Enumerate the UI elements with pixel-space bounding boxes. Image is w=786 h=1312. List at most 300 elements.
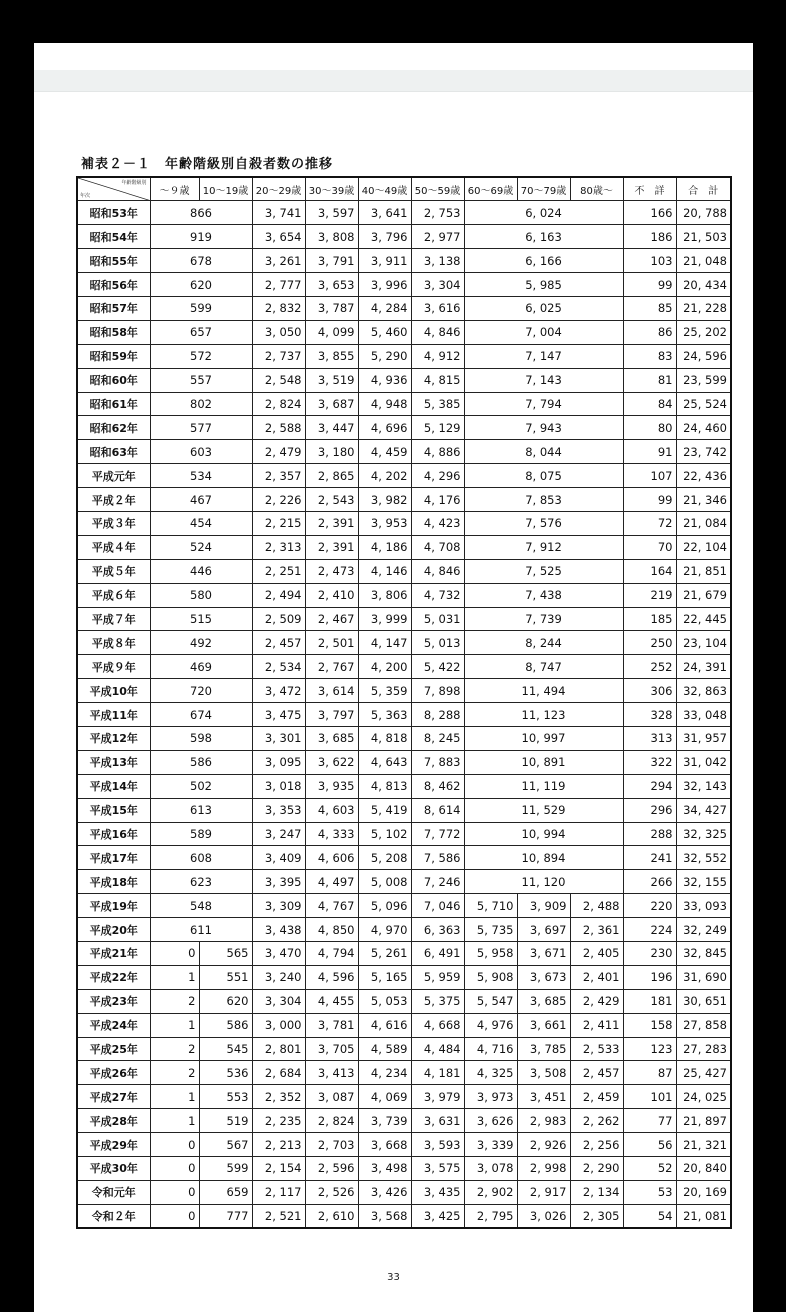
- table-cell: 224: [623, 918, 676, 942]
- table-cell: 令和２年: [77, 1204, 150, 1228]
- col-header: ～９歳: [150, 177, 199, 201]
- table-cell: 580: [150, 583, 252, 607]
- table-cell: 2, 703: [305, 1133, 358, 1157]
- table-cell: 678: [150, 249, 252, 273]
- table-cell: 20, 840: [676, 1157, 731, 1181]
- table-row: [77, 320, 731, 344]
- table-cell: 32, 249: [676, 918, 731, 942]
- table-cell: 3, 631: [411, 1109, 464, 1133]
- table-row: [77, 201, 731, 225]
- table-cell: 22, 445: [676, 607, 731, 631]
- table-cell: 553: [199, 1085, 252, 1109]
- table-cell: 21, 897: [676, 1109, 731, 1133]
- table-cell: 3, 240: [252, 965, 305, 989]
- table-cell: 2, 134: [570, 1180, 623, 1204]
- table-cell: 5, 958: [464, 942, 517, 966]
- table-cell: 3, 078: [464, 1157, 517, 1181]
- table-cell: 3, 654: [252, 225, 305, 249]
- table-cell: 515: [150, 607, 252, 631]
- table-cell: 181: [623, 989, 676, 1013]
- table-cell: 572: [150, 344, 252, 368]
- table-cell: 2, 213: [252, 1133, 305, 1157]
- table-row: [77, 774, 731, 798]
- table-cell: 2, 467: [305, 607, 358, 631]
- table-cell: 2, 521: [252, 1204, 305, 1228]
- table-cell: 5, 031: [411, 607, 464, 631]
- table-cell: 2, 534: [252, 655, 305, 679]
- table-cell: 3, 791: [305, 249, 358, 273]
- table-cell: 3, 180: [305, 440, 358, 464]
- table-cell: 52: [623, 1157, 676, 1181]
- table-row: [77, 918, 731, 942]
- table-cell: 454: [150, 511, 252, 535]
- page-number: 33: [387, 1272, 400, 1283]
- table-cell: 3, 438: [252, 918, 305, 942]
- table-cell: 4, 484: [411, 1037, 464, 1061]
- table-cell: 551: [199, 965, 252, 989]
- table-cell: 32, 845: [676, 942, 731, 966]
- table-cell: 4, 146: [358, 559, 411, 583]
- table-cell: 4, 616: [358, 1013, 411, 1037]
- table-cell: 平成８年: [77, 631, 150, 655]
- table-row: [77, 726, 731, 750]
- table-row: [77, 1133, 731, 1157]
- table-cell: 2, 917: [517, 1180, 570, 1204]
- col-header: 60～69歳: [464, 177, 517, 201]
- table-cell: 21, 851: [676, 559, 731, 583]
- table-cell: 平成25年: [77, 1037, 150, 1061]
- table-cell: 昭和58年: [77, 320, 150, 344]
- viewer-toolbar[interactable]: [34, 70, 753, 92]
- table-cell: 72: [623, 511, 676, 535]
- table-cell: 2, 215: [252, 511, 305, 535]
- table-cell: 平成16年: [77, 822, 150, 846]
- table-cell: 2, 117: [252, 1180, 305, 1204]
- table-cell: 0: [150, 1133, 199, 1157]
- table-cell: 164: [623, 559, 676, 583]
- table-cell: 3, 470: [252, 942, 305, 966]
- table-cell: 502: [150, 774, 252, 798]
- table-cell: 平成10年: [77, 679, 150, 703]
- table-cell: 4, 846: [411, 559, 464, 583]
- table-cell: 7, 772: [411, 822, 464, 846]
- table-cell: 101: [623, 1085, 676, 1109]
- table-cell: 3, 622: [305, 750, 358, 774]
- table-row: [77, 607, 731, 631]
- table-cell: 33, 048: [676, 703, 731, 727]
- table-cell: 3, 626: [464, 1109, 517, 1133]
- table-cell: 7, 883: [411, 750, 464, 774]
- table-cell: 674: [150, 703, 252, 727]
- table-cell: 2, 977: [411, 225, 464, 249]
- table-cell: 4, 099: [305, 320, 358, 344]
- table-cell: 3, 304: [252, 989, 305, 1013]
- table-row: [77, 942, 731, 966]
- table-cell: 4, 200: [358, 655, 411, 679]
- table-cell: 21, 679: [676, 583, 731, 607]
- table-cell: 8, 614: [411, 798, 464, 822]
- table-cell: 3, 426: [358, 1180, 411, 1204]
- table-row: [77, 846, 731, 870]
- table-cell: 3, 026: [517, 1204, 570, 1228]
- table-cell: 4, 767: [305, 894, 358, 918]
- table-cell: 21, 048: [676, 249, 731, 273]
- table-cell: 7, 004: [464, 320, 623, 344]
- table-cell: 3, 447: [305, 416, 358, 440]
- table-cell: 241: [623, 846, 676, 870]
- table-cell: 2, 533: [570, 1037, 623, 1061]
- table-cell: 3, 395: [252, 870, 305, 894]
- table-cell: 3, 508: [517, 1061, 570, 1085]
- table-cell: 3, 797: [305, 703, 358, 727]
- table-cell: 3, 979: [411, 1085, 464, 1109]
- table-cell: 4, 846: [411, 320, 464, 344]
- table-cell: 昭和53年: [77, 201, 150, 225]
- table-cell: 平成13年: [77, 750, 150, 774]
- table-cell: 4, 423: [411, 511, 464, 535]
- table-cell: 7, 853: [464, 488, 623, 512]
- table-cell: 21, 346: [676, 488, 731, 512]
- table-cell: 3, 671: [517, 942, 570, 966]
- table-cell: 24, 596: [676, 344, 731, 368]
- table-cell: 586: [199, 1013, 252, 1037]
- table-cell: 25, 524: [676, 392, 731, 416]
- table-row: [77, 416, 731, 440]
- table-cell: 7, 438: [464, 583, 623, 607]
- col-header: 10～19歳: [199, 177, 252, 201]
- table-cell: 平成17年: [77, 846, 150, 870]
- table-cell: 4, 813: [358, 774, 411, 798]
- table-cell: 5, 008: [358, 870, 411, 894]
- document-page: [34, 43, 753, 1312]
- table-cell: 86: [623, 320, 676, 344]
- table-cell: 288: [623, 822, 676, 846]
- table-cell: 91: [623, 440, 676, 464]
- table-cell: 294: [623, 774, 676, 798]
- table-row: [77, 368, 731, 392]
- table-cell: 平成12年: [77, 726, 150, 750]
- table-cell: 2, 596: [305, 1157, 358, 1181]
- table-row: [77, 535, 731, 559]
- table-row: [77, 225, 731, 249]
- table-cell: 24, 391: [676, 655, 731, 679]
- table-cell: 266: [623, 870, 676, 894]
- table-cell: 平成４年: [77, 535, 150, 559]
- table-cell: 84: [623, 392, 676, 416]
- table-cell: 3, 304: [411, 273, 464, 297]
- table-cell: 802: [150, 392, 252, 416]
- table-cell: 2, 902: [464, 1180, 517, 1204]
- table-cell: 11, 123: [464, 703, 623, 727]
- table-cell: 3, 785: [517, 1037, 570, 1061]
- table-cell: 1: [150, 1013, 199, 1037]
- table-cell: 3, 050: [252, 320, 305, 344]
- table-cell: 613: [150, 798, 252, 822]
- table-cell: 54: [623, 1204, 676, 1228]
- table-cell: 6, 024: [464, 201, 623, 225]
- table-cell: 99: [623, 273, 676, 297]
- table-cell: 32, 155: [676, 870, 731, 894]
- table-cell: 3, 909: [517, 894, 570, 918]
- table-cell: 平成24年: [77, 1013, 150, 1037]
- table-cell: 27, 283: [676, 1037, 731, 1061]
- table-cell: 2, 459: [570, 1085, 623, 1109]
- table-cell: 25, 202: [676, 320, 731, 344]
- table-cell: 3, 568: [358, 1204, 411, 1228]
- table-cell: 3, 787: [305, 296, 358, 320]
- corner-label-year: 年次: [80, 193, 91, 200]
- table-cell: 34, 427: [676, 798, 731, 822]
- table-cell: 1: [150, 965, 199, 989]
- table-row: [77, 1204, 731, 1228]
- table-cell: 3, 301: [252, 726, 305, 750]
- table-cell: 5, 363: [358, 703, 411, 727]
- table-cell: 4, 976: [464, 1013, 517, 1037]
- table-cell: 2, 256: [570, 1133, 623, 1157]
- table-cell: 平成18年: [77, 870, 150, 894]
- table-cell: 3, 435: [411, 1180, 464, 1204]
- table-cell: 5, 460: [358, 320, 411, 344]
- table-cell: 7, 794: [464, 392, 623, 416]
- table-cell: 32, 552: [676, 846, 731, 870]
- table-row: [77, 1109, 731, 1133]
- table-body: [77, 201, 731, 1228]
- table-cell: 2, 501: [305, 631, 358, 655]
- table-cell: 4, 732: [411, 583, 464, 607]
- table-cell: 7, 576: [464, 511, 623, 535]
- table-cell: 2, 457: [252, 631, 305, 655]
- col-header: 合 計: [676, 177, 731, 201]
- table-cell: 2, 926: [517, 1133, 570, 1157]
- table-cell: 11, 529: [464, 798, 623, 822]
- table-cell: 32, 863: [676, 679, 731, 703]
- table-cell: 2, 154: [252, 1157, 305, 1181]
- table-cell: 2, 251: [252, 559, 305, 583]
- table-cell: 平成29年: [77, 1133, 150, 1157]
- table-cell: 3, 685: [305, 726, 358, 750]
- table-cell: 4, 818: [358, 726, 411, 750]
- table-cell: 107: [623, 464, 676, 488]
- table-cell: 3, 597: [305, 201, 358, 225]
- table-cell: 4, 455: [305, 989, 358, 1013]
- table-cell: 4, 186: [358, 535, 411, 559]
- table-cell: 3, 614: [305, 679, 358, 703]
- table-cell: 2, 824: [252, 392, 305, 416]
- col-header: 20～29歳: [252, 177, 305, 201]
- table-cell: 166: [623, 201, 676, 225]
- table-cell: 昭和63年: [77, 440, 150, 464]
- table-cell: 4, 325: [464, 1061, 517, 1085]
- table-cell: 2, 824: [305, 1109, 358, 1133]
- table-cell: 24, 025: [676, 1085, 731, 1109]
- table-cell: 557: [150, 368, 252, 392]
- table-cell: 85: [623, 296, 676, 320]
- table-cell: 2, 684: [252, 1061, 305, 1085]
- table-cell: 3, 999: [358, 607, 411, 631]
- table-cell: 4, 459: [358, 440, 411, 464]
- table-cell: 平成20年: [77, 918, 150, 942]
- table-cell: 4, 606: [305, 846, 358, 870]
- table-cell: 296: [623, 798, 676, 822]
- table-cell: 0: [150, 1204, 199, 1228]
- table-cell: 4, 970: [358, 918, 411, 942]
- table-row: [77, 392, 731, 416]
- table-cell: 25, 427: [676, 1061, 731, 1085]
- table-cell: 70: [623, 535, 676, 559]
- table-cell: 21, 228: [676, 296, 731, 320]
- table-row: [77, 273, 731, 297]
- table-cell: 220: [623, 894, 676, 918]
- table-cell: 3, 247: [252, 822, 305, 846]
- col-header: 40～49歳: [358, 177, 411, 201]
- table-cell: 5, 208: [358, 846, 411, 870]
- table-cell: 2, 610: [305, 1204, 358, 1228]
- table-row: [77, 1157, 731, 1181]
- table-cell: 5, 385: [411, 392, 464, 416]
- table-cell: 10, 994: [464, 822, 623, 846]
- table-cell: 2, 411: [570, 1013, 623, 1037]
- table-row: [77, 655, 731, 679]
- col-header: 不 詳: [623, 177, 676, 201]
- table-cell: 4, 815: [411, 368, 464, 392]
- table-cell: 53: [623, 1180, 676, 1204]
- table-cell: 7, 525: [464, 559, 623, 583]
- table-cell: 3, 687: [305, 392, 358, 416]
- table-row: [77, 344, 731, 368]
- table-cell: 623: [150, 870, 252, 894]
- table-cell: 3, 661: [517, 1013, 570, 1037]
- table-cell: 548: [150, 894, 252, 918]
- table-cell: 252: [623, 655, 676, 679]
- table-row: [77, 583, 731, 607]
- table-cell: 659: [199, 1180, 252, 1204]
- table-cell: 3, 000: [252, 1013, 305, 1037]
- table-cell: 4, 948: [358, 392, 411, 416]
- table-cell: 平成28年: [77, 1109, 150, 1133]
- table-cell: 2, 457: [570, 1061, 623, 1085]
- table-cell: 平成19年: [77, 894, 150, 918]
- table-cell: 5, 290: [358, 344, 411, 368]
- table-cell: 20, 788: [676, 201, 731, 225]
- table-cell: 27, 858: [676, 1013, 731, 1037]
- table-cell: 2, 998: [517, 1157, 570, 1181]
- table-cell: 23, 742: [676, 440, 731, 464]
- table-cell: 2, 753: [411, 201, 464, 225]
- table-cell: 3, 996: [358, 273, 411, 297]
- header-row: [77, 177, 731, 201]
- table-cell: 3, 641: [358, 201, 411, 225]
- col-header: 50～59歳: [411, 177, 464, 201]
- table-cell: 545: [199, 1037, 252, 1061]
- table-cell: 平成15年: [77, 798, 150, 822]
- col-header: 70～79歳: [517, 177, 570, 201]
- table-cell: 4, 643: [358, 750, 411, 774]
- table-cell: 250: [623, 631, 676, 655]
- table-cell: 昭和59年: [77, 344, 150, 368]
- table-cell: 3, 685: [517, 989, 570, 1013]
- table-cell: 3, 475: [252, 703, 305, 727]
- table-cell: 24, 460: [676, 416, 731, 440]
- table-cell: 4, 202: [358, 464, 411, 488]
- table-cell: 4, 069: [358, 1085, 411, 1109]
- table-cell: 328: [623, 703, 676, 727]
- table-cell: 99: [623, 488, 676, 512]
- table-cell: 620: [150, 273, 252, 297]
- table-cell: 3, 018: [252, 774, 305, 798]
- table-title: 補表２－１ 年齢階級別自殺者数の推移: [81, 157, 334, 172]
- table-cell: 平成14年: [77, 774, 150, 798]
- table-cell: 3, 911: [358, 249, 411, 273]
- table-cell: 2, 352: [252, 1085, 305, 1109]
- suicide-by-age-table: [76, 176, 732, 1229]
- table-cell: 31, 042: [676, 750, 731, 774]
- table-cell: 平成22年: [77, 965, 150, 989]
- table-row: [77, 1037, 731, 1061]
- table-cell: 7, 898: [411, 679, 464, 703]
- table-cell: 620: [199, 989, 252, 1013]
- table-cell: 3, 781: [305, 1013, 358, 1037]
- table-cell: 536: [199, 1061, 252, 1085]
- table-cell: 2, 391: [305, 511, 358, 535]
- table-cell: 5, 710: [464, 894, 517, 918]
- header-corner-cell: [77, 177, 150, 201]
- table-cell: 5, 102: [358, 822, 411, 846]
- corner-label-age: 年齢階級別: [121, 180, 147, 186]
- table-cell: 3, 808: [305, 225, 358, 249]
- table-row: [77, 822, 731, 846]
- table-cell: 5, 419: [358, 798, 411, 822]
- table-cell: 2, 429: [570, 989, 623, 1013]
- table-cell: 3, 309: [252, 894, 305, 918]
- table-cell: 3, 741: [252, 201, 305, 225]
- table-cell: 3, 653: [305, 273, 358, 297]
- table-cell: 8, 245: [411, 726, 464, 750]
- table-cell: 2, 777: [252, 273, 305, 297]
- table-cell: 446: [150, 559, 252, 583]
- table-cell: 3, 519: [305, 368, 358, 392]
- table-cell: 4, 936: [358, 368, 411, 392]
- table-cell: 3, 953: [358, 511, 411, 535]
- table-cell: 20, 434: [676, 273, 731, 297]
- table-cell: 3, 806: [358, 583, 411, 607]
- table-cell: 3, 697: [517, 918, 570, 942]
- table-cell: 3, 261: [252, 249, 305, 273]
- table-cell: 平成27年: [77, 1085, 150, 1109]
- table-cell: 平成元年: [77, 464, 150, 488]
- table-cell: 23, 599: [676, 368, 731, 392]
- table-cell: 4, 603: [305, 798, 358, 822]
- table-cell: 1: [150, 1085, 199, 1109]
- table-cell: 昭和55年: [77, 249, 150, 273]
- table-cell: 866: [150, 201, 252, 225]
- table-row: [77, 249, 731, 273]
- table-row: [77, 440, 731, 464]
- table-cell: 6, 363: [411, 918, 464, 942]
- table-cell: 5, 359: [358, 679, 411, 703]
- table-row: [77, 965, 731, 989]
- table-cell: 2, 410: [305, 583, 358, 607]
- table-row: [77, 894, 731, 918]
- table-cell: 2, 548: [252, 368, 305, 392]
- table-cell: 平成３年: [77, 511, 150, 535]
- table-cell: 5, 053: [358, 989, 411, 1013]
- table-cell: 8, 075: [464, 464, 623, 488]
- table-cell: 11, 120: [464, 870, 623, 894]
- table-cell: 11, 494: [464, 679, 623, 703]
- table-cell: 4, 589: [358, 1037, 411, 1061]
- table-row: [77, 798, 731, 822]
- table-cell: 7, 147: [464, 344, 623, 368]
